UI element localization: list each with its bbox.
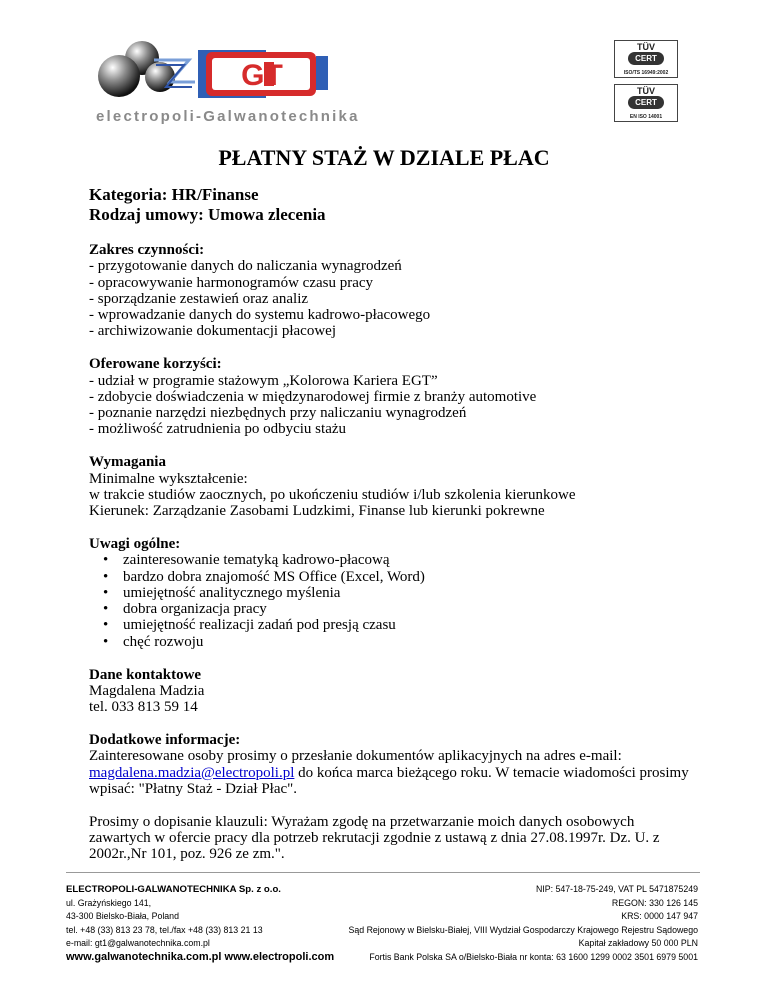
list-item: - wprowadzanie danych do systemu kadrowo-płacowego: [89, 307, 431, 324]
cert-mark: TÜV: [637, 86, 655, 96]
cert-mark: TÜV: [637, 42, 655, 52]
footer-address: [66, 883, 334, 965]
footer-email: e-mail: gt1@galwanotechnika.com.pl: [66, 938, 210, 949]
list-item: - poznanie narzędzi niezbędnych przy naliczaniu wynagrodzeń: [89, 405, 467, 422]
footer-street: ul. Grażyńskiego 141,: [66, 897, 152, 908]
bullet-item: • umiejętność analitycznego myślenia: [89, 585, 689, 601]
list-item: - archiwizowanie dokumentacji płacowej: [89, 323, 336, 340]
requirement-line: Kierunek: Zarządzanie Zasobami Ludzkimi, Finanse lub kierunki pokrewne: [89, 503, 545, 520]
list-item: - możliwość zatrudnienia po odbyciu stażu: [89, 421, 347, 438]
footer-phone: tel. +48 (33) 813 23 78, tel./fax +48 (33) 813 21 13: [66, 924, 263, 935]
section-title: Dodatkowe informacje:: [89, 731, 241, 748]
job-offer-body: [89, 185, 689, 863]
additional-info-section: [89, 732, 689, 797]
notes-list: [89, 552, 689, 650]
contract-line: Rodzaj umowy: Umowa zlecenia: [89, 205, 326, 224]
footer-bank: Fortis Bank Polska SA o/Bielsko-Biała nr konta: 63 1600 1299 0002 3501 6979 5001: [369, 951, 698, 962]
notes-section: [89, 536, 689, 650]
requirement-line: Minimalne wykształcenie:: [89, 470, 248, 487]
section-title: Wymagania: [89, 454, 166, 471]
cert-standard: ISO/TS 16949:2002: [623, 70, 669, 76]
bullet-item: • bardzo dobra znajomość MS Office (Excel, Word): [89, 569, 689, 585]
svg-text:GT: GT: [241, 59, 283, 92]
bullet-item: • umiejętność realizacji zadań pod presją czasu: [89, 617, 689, 633]
footer-city: 43-300 Bielsko-Biała, Poland: [66, 911, 179, 922]
section-title: Oferowane korzyści:: [89, 356, 222, 373]
footer-nip: NIP: 547-18-75-249, VAT PL 5471875249: [535, 884, 698, 894]
page-title: PŁATNY STAŻ W DZIALE PŁAC: [218, 145, 550, 170]
list-item: - udział w programie stażowym „Kolorowa Kariera EGT”: [89, 372, 438, 389]
footer-company: ELECTROPOLI-GALWANOTECHNIKA Sp. z o.o.: [66, 884, 281, 895]
offer-meta: [89, 185, 689, 225]
footer-capital: Kapitał zakładowy 50 000 PLN: [578, 938, 698, 949]
contact-name: Magdalena Madzia: [89, 682, 205, 699]
footer-divider: [66, 872, 700, 873]
bullet-item: • chęć rozwoju: [89, 634, 689, 650]
list-item: - zdobycie doświadczenia w międzynarodowej firmie z branży automotive: [89, 388, 537, 405]
contact-section: [89, 667, 689, 716]
additional-text-after: do końca marca bieżącego roku. W temacie wiadomości prosimy wpisać: "Płatny Staż - Dział Płac".: [89, 764, 689, 797]
category-line: Kategoria: HR/Finanse: [89, 185, 259, 204]
company-name: electropoli-Galwanotechnika: [96, 108, 360, 125]
footer-websites: www.galwanotechnika.com.pl www.electropoli.com: [66, 950, 335, 963]
benefits-section: [89, 356, 689, 437]
cert-standard: EN ISO 14001: [629, 114, 663, 120]
footer-court: Sąd Rejonowy w Bielsku-Białej, VIII Wydział Gospodarczy Krajowego Rejestru Sądowego: [348, 924, 698, 935]
tuv-cert-badge-iso14001: [614, 84, 678, 122]
list-item: - przygotowanie danych do naliczania wynagrodzeń: [89, 258, 402, 275]
section-title: Dane kontaktowe: [89, 666, 202, 683]
letterhead: [0, 0, 768, 130]
section-title: Uwagi ogólne:: [89, 535, 181, 552]
section-title: Zakres czynności:: [89, 242, 205, 258]
list-item: - sporządzanie zestawień oraz analiz: [89, 290, 309, 307]
cert-badge: CERT: [628, 96, 664, 109]
additional-info-text: [89, 748, 689, 797]
cert-badge: CERT: [628, 52, 664, 65]
tuv-cert-badge-ts16949: [614, 40, 678, 78]
list-item: - opracowywanie harmonogramów czasu pracy: [89, 274, 374, 291]
bullet-item: • zainteresowanie tematyką kadrowo-płacową: [89, 552, 689, 568]
consent-clause: Prosimy o dopisanie klauzuli: Wyrażam zgodę na przetwarzanie moich danych osobowych zawartych w ofercie pracy dla potrzeb rekrutacji zgodnie z ustawą z dnia 27.08.1997r. Dz. U. z 2002r.,Nr 101, poz. 926 ze zm.".: [89, 813, 660, 863]
footer-regon: REGON: 330 126 145: [611, 897, 698, 908]
contact-phone: tel. 033 813 59 14: [89, 699, 198, 716]
email-link[interactable]: magdalena.madzia@electropoli.pl: [89, 764, 295, 781]
footer-krs: KRS: 0000 147 947: [621, 911, 698, 922]
bullet-item: • dobra organizacja pracy: [89, 601, 689, 617]
scope-section: [89, 242, 689, 340]
additional-text-before: Zainteresowane osoby prosimy o przesłanie dokumentów aplikacyjnych na adres e-mail:: [89, 748, 622, 765]
requirement-line: w trakcie studiów zaocznych, po ukończeniu studiów i/lub szkolenia kierunkowe: [89, 486, 576, 503]
requirements-section: [89, 454, 689, 519]
footer-registration: [348, 883, 698, 965]
